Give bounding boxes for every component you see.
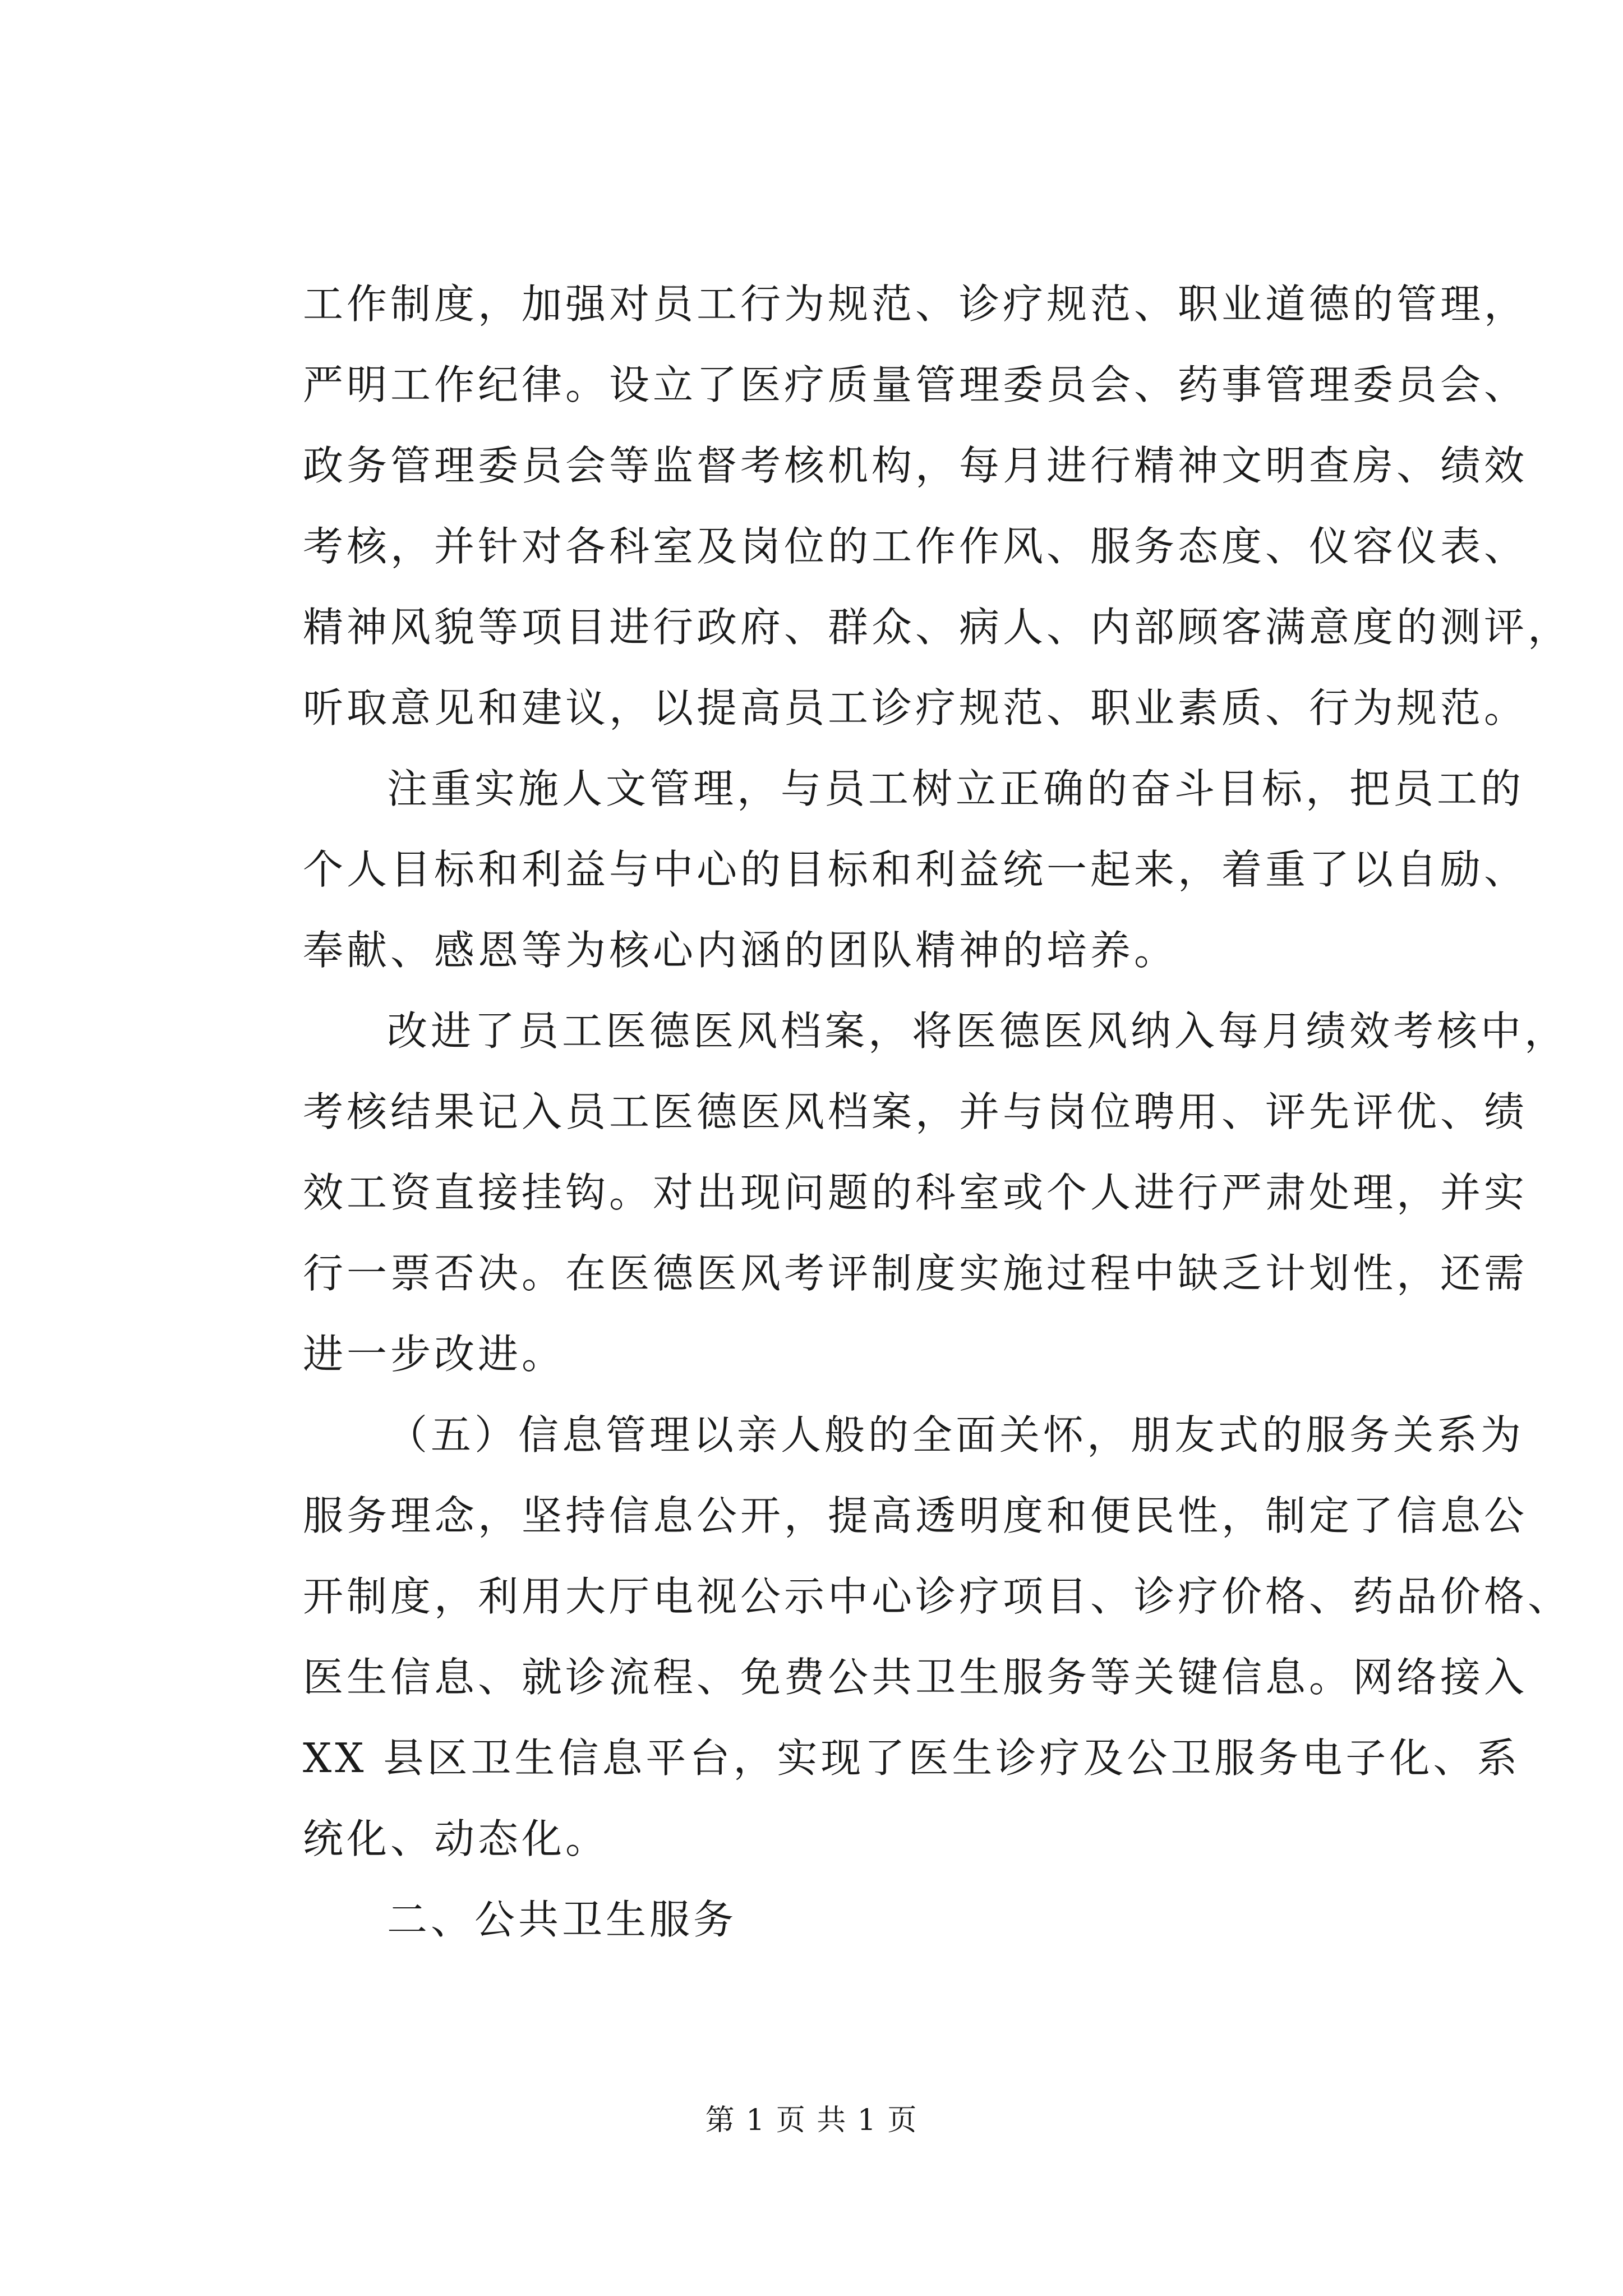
text-line: 医生信息、就诊流程、免费公共卫生服务等关键信息。网络接入 (303, 1654, 1528, 1701)
document-body (303, 264, 1572, 1960)
text-line: 个人目标和利益与中心的目标和利益统一起来，着重了以自励、 (303, 846, 1528, 893)
text-line: 政务管理委员会等监督考核机构，每月进行精神文明查房、绩效 (303, 442, 1528, 489)
text-line: 行一票否决。在医德医风考评制度实施过程中缺乏计划性，还需 (303, 1250, 1528, 1297)
text-line: 考核，并针对各科室及岗位的工作作风、服务态度、仪容仪表、 (303, 523, 1528, 570)
text-line: 精神风貌等项目进行政府、群众、病人、内部顾客满意度的测评， (303, 604, 1572, 651)
text-line: 效工资直接挂钩。对出现问题的科室或个人进行严肃处理，并实 (303, 1169, 1528, 1216)
text-line: 改进了员工医德医风档案，将医德医风纳入每月绩效考核中， (387, 1007, 1569, 1055)
text-line: 工作制度，加强对员工行为规范、诊疗规范、职业道德的管理， (303, 280, 1528, 328)
text-line: 二、公共卫生服务 (387, 1896, 737, 1943)
page-footer: 第 1 页 共 1 页 (705, 2104, 918, 2137)
text-line: 严明工作纪律。设立了医疗质量管理委员会、药事管理委员会、 (303, 361, 1528, 408)
text-line: 开制度，利用大厅电视公示中心诊疗项目、诊疗价格、药品价格、 (303, 1573, 1572, 1620)
text-line: 考核结果记入员工医德医风档案，并与岗位聘用、评先评优、绩 (303, 1088, 1528, 1135)
text-line: 注重实施人文管理，与员工树立正确的奋斗目标，把员工的 (387, 765, 1525, 812)
text-line: 听取意见和建议，以提高员工诊疗规范、职业素质、行为规范。 (303, 684, 1528, 731)
text-line: 统化、动态化。 (303, 1815, 610, 1862)
text-line: 进一步改进。 (303, 1331, 566, 1378)
text-line: XX 县区卫生信息平台，实现了医生诊疗及公卫服务电子化、系 (303, 1734, 1521, 1782)
text-line: 服务理念，坚持信息公开，提高透明度和便民性，制定了信息公 (303, 1492, 1528, 1539)
text-line: （五）信息管理以亲人般的全面关怀，朋友式的服务关系为 (387, 1411, 1525, 1458)
text-line: 奉献、感恩等为核心内涵的团队精神的培养。 (303, 927, 1178, 974)
